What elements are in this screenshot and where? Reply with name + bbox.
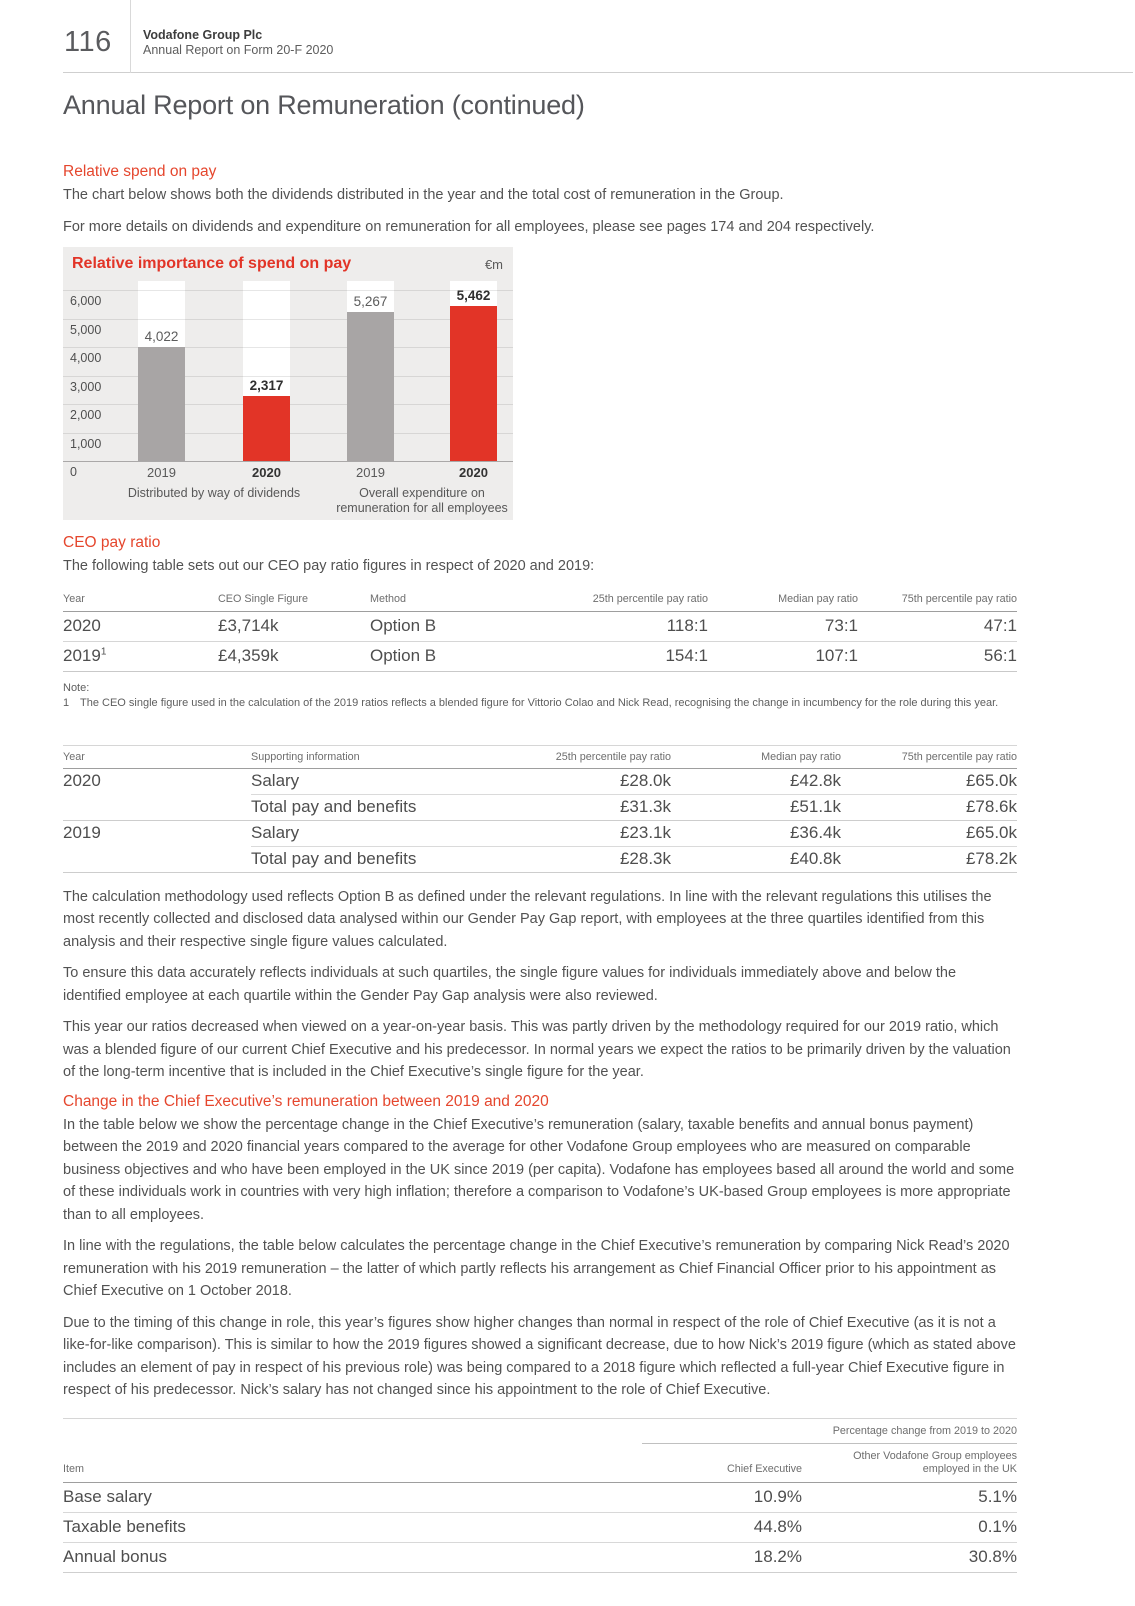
table-header-row [63, 587, 1017, 612]
table-cell: £51.1k [671, 794, 841, 820]
table-row [63, 611, 1017, 641]
x-tick-label: 2019 [356, 465, 385, 480]
gridline [63, 347, 513, 348]
note-text: 1 The CEO single figure used in the calculation of the 2019 ratios reflects a blended figure for Vittorio Colao and Nick Read, recognising the change in incumbency for the role during this year. [63, 696, 999, 709]
y-zero-label: 0 [70, 465, 77, 479]
table-row [63, 794, 1017, 820]
table-row [63, 1512, 1017, 1542]
table-note [63, 681, 1016, 711]
spacer-cell [63, 1418, 642, 1443]
table-cell: £36.4k [671, 820, 841, 846]
y-tick-label: 6,000 [70, 294, 102, 308]
paragraph: To ensure this data accurately reflects individuals at such quartiles, the single figure values for individuals immediately above and below the identified employee at each quartile within the Gender Pay Gap analysis were also reviewed. [63, 965, 957, 1004]
column-header: CEO Single Figure [218, 587, 370, 612]
table-cell: 118:1 [666, 615, 708, 635]
table-row [63, 1542, 1017, 1572]
bar-value-label: 5,462 [456, 288, 491, 303]
table-cell: £40.8k [671, 846, 841, 872]
table-cell [63, 846, 251, 872]
chart-plot [63, 281, 513, 462]
table-cell: £65.0k [841, 820, 1017, 846]
bar-value-label: 2,317 [249, 378, 284, 393]
column-header: Other Vodafone Group employees employed in the UK [802, 1443, 1017, 1482]
table-cell: £3,714k [218, 615, 279, 635]
section-heading-ceo-pay-ratio: CEO pay ratio [63, 534, 161, 551]
section-heading-ceo-change: Change in the Chief Executive’s remuneration between 2019 and 2020 [63, 1092, 549, 1110]
paragraph: The chart below shows both the dividends distributed in the year and the total cost of remuneration in the Group. [63, 187, 784, 203]
table-row [63, 820, 1017, 846]
column-header: 75th percentile pay ratio [841, 745, 1017, 768]
column-header: 75th percentile pay ratio [858, 587, 1017, 612]
page-number: 116 [64, 26, 112, 58]
table-cell: 47:1 [983, 615, 1017, 635]
table-cell: £28.3k [501, 846, 671, 872]
table-cell: Total pay and benefits [251, 794, 501, 820]
bar-value-label: 4,022 [144, 329, 179, 344]
table-cell: £28.0k [501, 768, 671, 794]
bar-2019 [138, 347, 185, 462]
table-header-row [63, 745, 1017, 768]
percentage-change-table [63, 1418, 1017, 1573]
column-header: Median pay ratio [708, 587, 858, 612]
y-tick-label: 4,000 [70, 351, 102, 365]
table-cell: £78.2k [841, 846, 1017, 872]
header-meta [143, 28, 333, 58]
bar-group-caption: Overall expenditure on remuneration for all employees [336, 486, 508, 515]
table-cell: 107:1 [815, 645, 858, 665]
table-row [63, 641, 1017, 671]
gridline [63, 319, 513, 320]
column-header: Year [63, 587, 218, 612]
column-header: Chief Executive [642, 1443, 802, 1482]
table-span-header-row [63, 1418, 1017, 1443]
chart-title: Relative importance of spend on pay [72, 255, 352, 272]
chart-captions [63, 482, 513, 520]
table-cell: 2019$^1$ [63, 645, 107, 665]
column-header: Median pay ratio [671, 745, 841, 768]
bar-group-caption: Distributed by way of dividends [127, 486, 301, 500]
x-tick-label: 2019 [147, 465, 176, 480]
table-row [63, 846, 1017, 872]
table-cell: Salary [251, 768, 501, 794]
table-cell: Salary [251, 820, 501, 846]
table-cell: 2020 [63, 615, 101, 635]
header-divider [130, 0, 131, 73]
chart-unit-label: €m [484, 257, 503, 272]
column-header: Supporting information [251, 745, 501, 768]
note-label: Note: [63, 681, 90, 694]
chart-header [63, 247, 513, 281]
bar-2020 [450, 306, 497, 462]
paragraph: This year our ratios decreased when viewed on a year-on-year basis. This was partly driven by the methodology required for our 2019 ratio, which was a blended figure of our current Chief Executive and his predecessor. In normal years we expect the ratios to be primarily driven by the valuation of the long-term incentive that is included in the Chief Executive’s single figure for the year. [63, 1019, 1011, 1080]
gridline [63, 376, 513, 377]
table-cell: 30.8% [968, 1546, 1017, 1566]
column-header: Method [370, 587, 538, 612]
y-tick-label: 1,000 [70, 436, 102, 451]
bar-value-label: 5,267 [353, 294, 388, 309]
table-cell: Option B [370, 645, 437, 665]
table-cell: Annual bonus [63, 1546, 167, 1566]
column-header: 25th percentile pay ratio [538, 587, 708, 612]
x-tick-label: 2020 [252, 465, 281, 480]
company-name: Vodafone Group Plc [143, 28, 263, 42]
chart-x-labels [63, 462, 513, 482]
table-cell: 5.1% [978, 1486, 1017, 1506]
ceo-pay-ratio-table [63, 587, 1017, 672]
table-cell: 154:1 [665, 645, 708, 665]
paragraph: The calculation methodology used reflects Option B as defined under the relevant regulations. In line with the relevant regulations this utilises the most recently collected and disclosed data analysed within our Gender Pay Gap report, with employees at the three quartiles identified from this analysis and their respective single figure values calculated. [63, 888, 992, 950]
span-column-header: Percentage change from 2019 to 2020 [642, 1418, 1017, 1443]
table-cell: £78.6k [841, 794, 1017, 820]
page-title: Annual Report on Remuneration (continued) [63, 90, 585, 120]
table-cell: 44.8% [753, 1516, 802, 1536]
section-heading-relative-spend: Relative spend on pay [63, 163, 217, 180]
y-tick-label: 3,000 [70, 379, 102, 394]
table-cell: £4,359k [218, 645, 279, 665]
table-cell: £42.8k [671, 768, 841, 794]
table-cell: 10.9% [753, 1486, 802, 1506]
table-row [63, 1482, 1017, 1512]
table-row [63, 768, 1017, 794]
table-cell: 2020 [63, 770, 101, 790]
bar-2019 [347, 312, 394, 462]
table-cell: 0.1% [978, 1516, 1017, 1536]
paragraph: For more details on dividends and expenditure on remuneration for all employees, please see pages 174 and 204 respectively. [63, 218, 875, 235]
x-tick-label: 2020 [459, 465, 488, 480]
spend-on-pay-chart [63, 247, 513, 520]
paragraph: In the table below we show the percentage change in the Chief Executive’s remuneration (salary, taxable benefits and annual bonus payment) between the 2019 and 2020 financial years compared to the average for other Vodafone Group employees who are measured on comparable business objectives and who have been employed in the UK since 2019 (per capita). Vodafone has employees based all around the world and some of these individuals work in countries with very high inflation; therefore a comparison to Vodafone’s UK-based Group employees is more appropriate than to all employees. [63, 1116, 1015, 1223]
paragraph: Due to the timing of this change in role, this year’s figures show higher changes than normal in respect of the role of Chief Executive (as it is not a like-for-like comparison). This is similar to how the 2019 figures showed a significant decrease, due to how Nick’s 2019 figure (which as stated above includes an element of pay in respect of his previous role) was being compared to a 2018 figure which reflected a full-year Chief Executive figure in respect of his predecessor. Nick’s salary has not changed since his appointment to the role of Chief Executive. [63, 1314, 1016, 1398]
table-cell: 18.2% [753, 1546, 802, 1566]
page-header [63, 0, 1133, 73]
supporting-information-table [63, 745, 1017, 873]
table-cell: Option B [370, 615, 437, 635]
table-cell: 2019 [63, 822, 101, 842]
table-cell: Taxable benefits [63, 1516, 186, 1536]
table-cell: Base salary [63, 1486, 152, 1506]
bar-2020 [243, 396, 290, 462]
report-title: Annual Report on Form 20-F 2020 [143, 43, 334, 57]
table-cell: £23.1k [501, 820, 671, 846]
table-cell: 56:1 [983, 645, 1017, 665]
y-tick-label: 5,000 [70, 322, 102, 337]
paragraph: In line with the regulations, the table below calculates the percentage change in the Chief Executive’s remuneration by comparing Nick Read’s 2020 remuneration with his 2019 remuneration – the latter of which partly reflects his arrangement as Chief Financial Officer prior to his appointment as Chief Executive on 1 October 2018. [63, 1238, 1010, 1299]
column-header: Item [63, 1443, 642, 1482]
column-header: Year [63, 745, 251, 768]
table-cell: £31.3k [501, 794, 671, 820]
table-cell [63, 794, 251, 820]
table-cell: 73:1 [824, 615, 858, 635]
table-header-row [63, 1443, 1017, 1482]
table-cell: Total pay and benefits [251, 846, 501, 872]
column-header: 25th percentile pay ratio [501, 745, 671, 768]
y-tick-label: 2,000 [70, 408, 102, 422]
paragraph: The following table sets out our CEO pay ratio figures in respect of 2020 and 2019: [63, 558, 595, 574]
table-cell: £65.0k [841, 768, 1017, 794]
